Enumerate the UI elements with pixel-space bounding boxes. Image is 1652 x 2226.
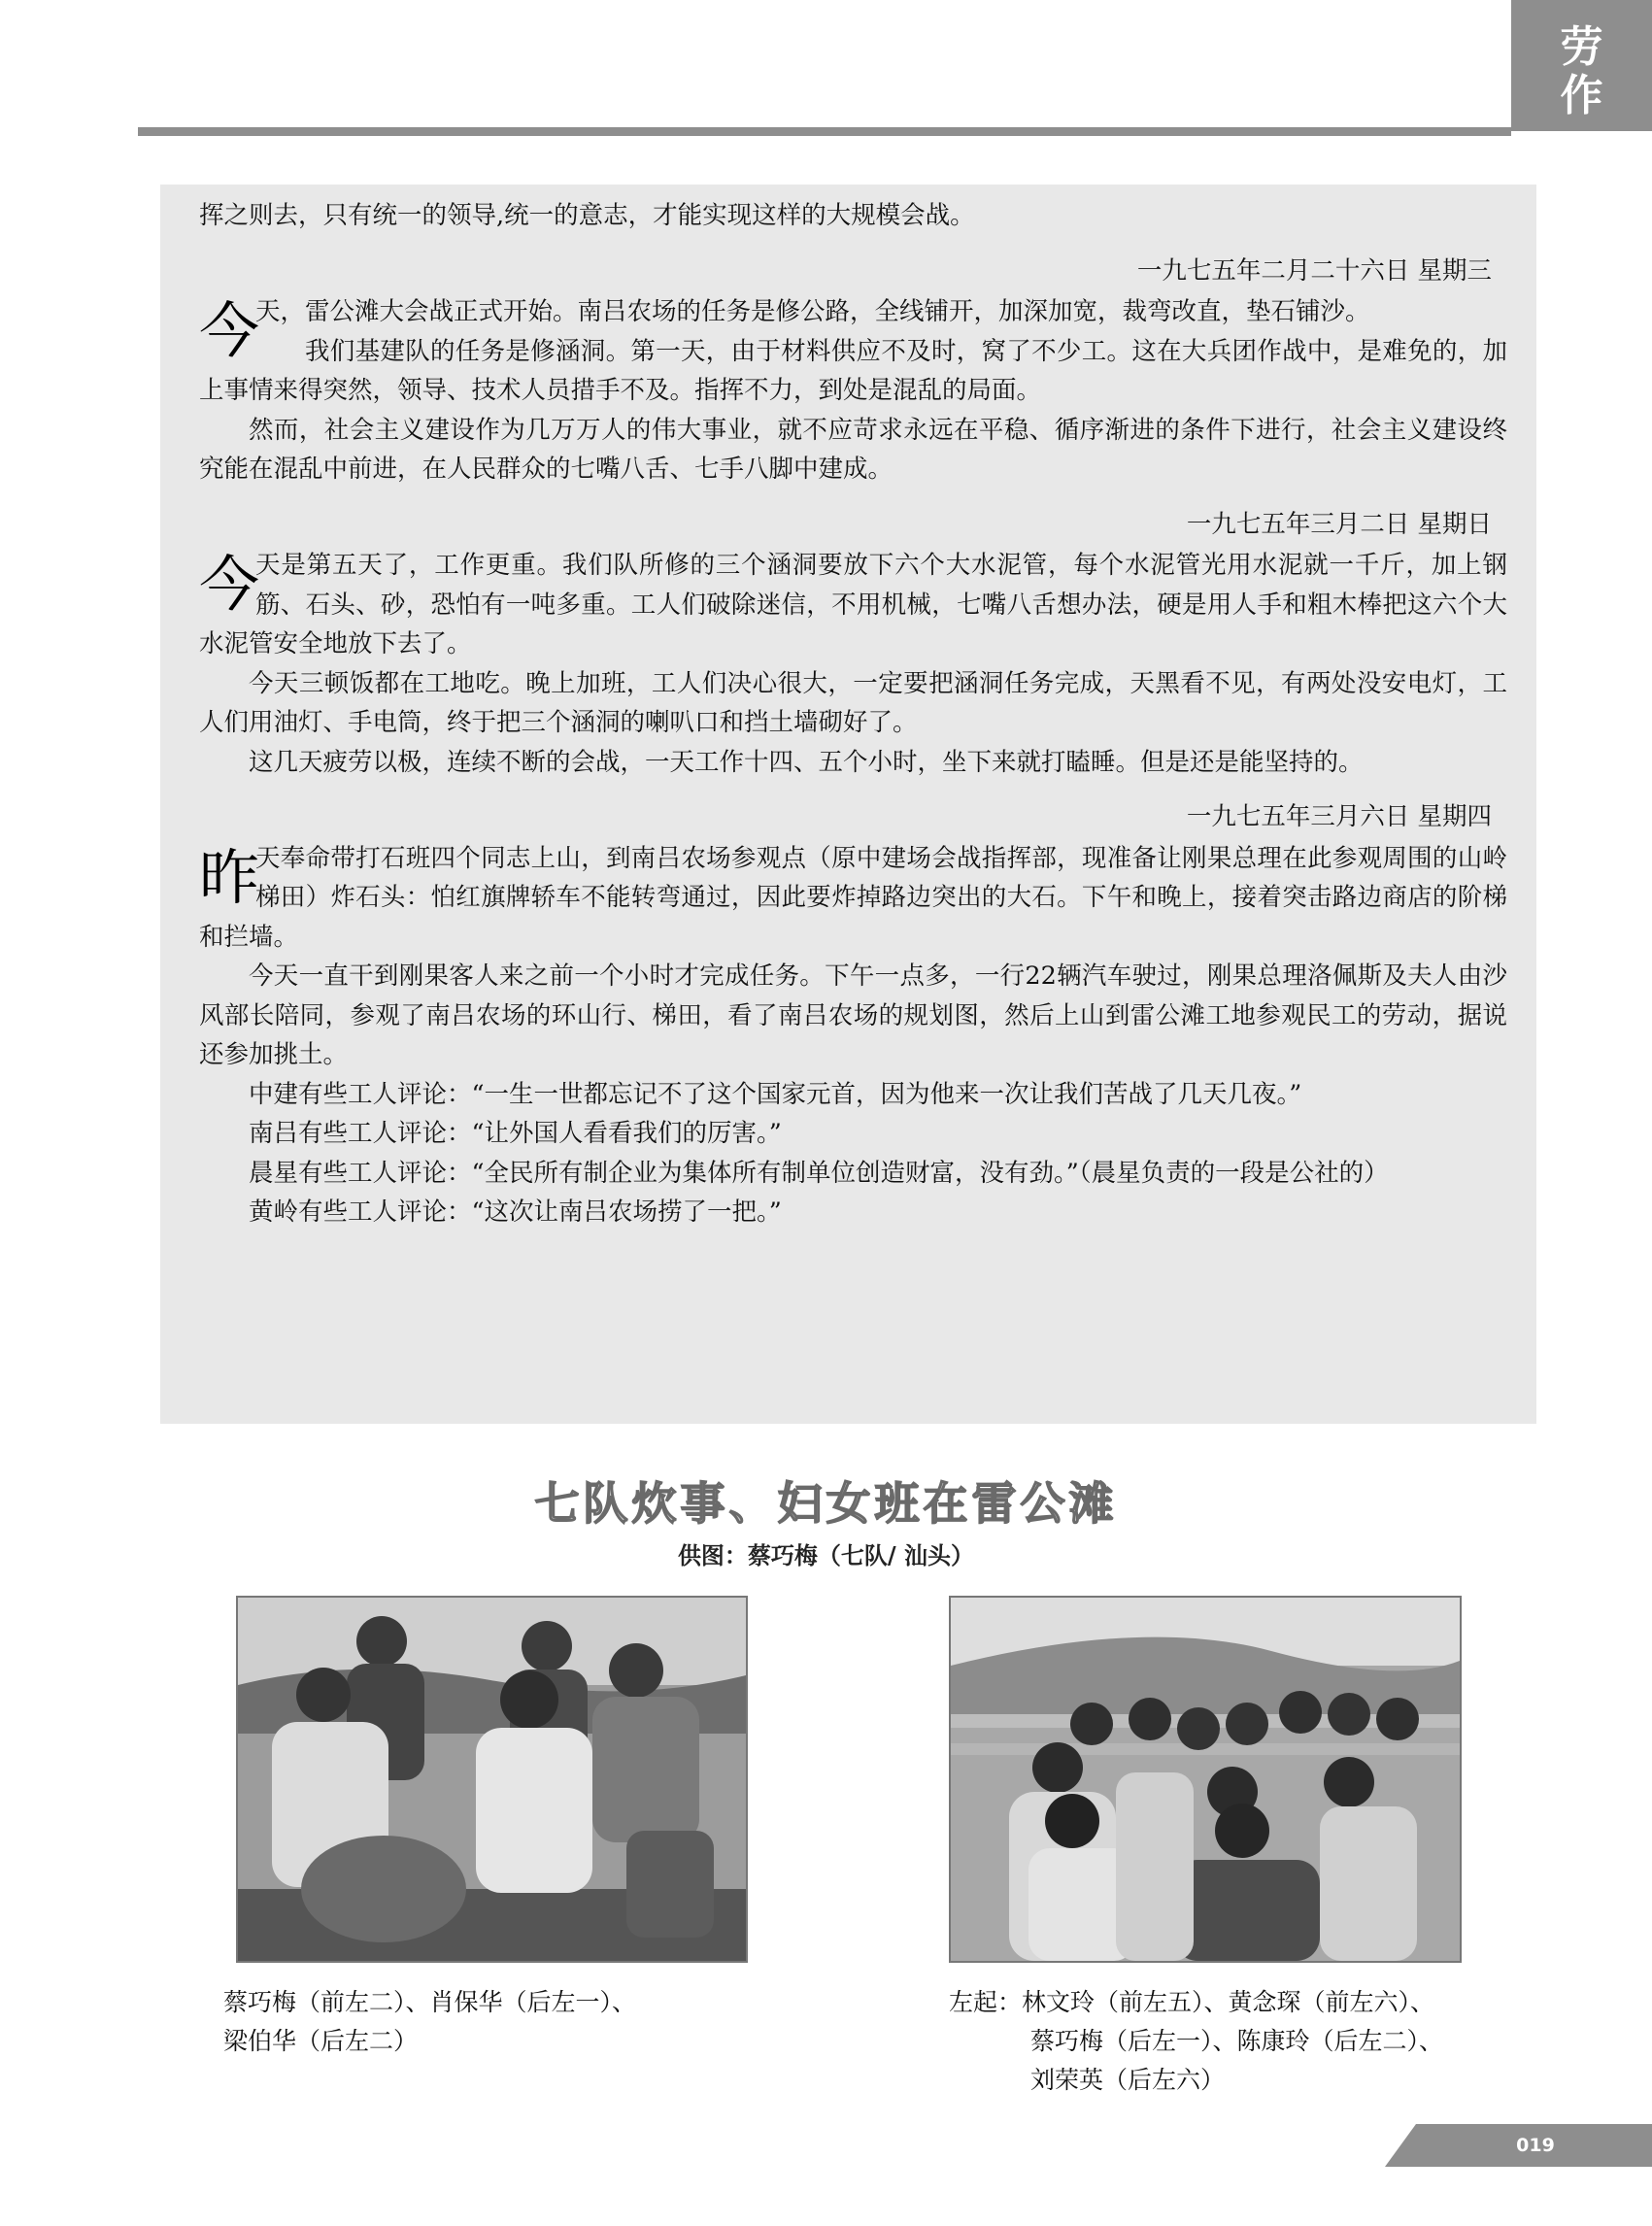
diary-entry: [199, 546, 1507, 782]
caption-line: 蔡巧梅（前左二）、肖保华（后左一）、: [223, 1988, 637, 2016]
section-tab-line1: 劳: [1560, 22, 1603, 72]
entry-paragraph: 这几天疲劳以极，连续不断的会战，一天工作十四、五个小时，坐下来就打瞌睡。但是还是能坚持的。: [249, 747, 1364, 777]
photo-caption-left: [223, 1983, 636, 2061]
diary-box: [160, 185, 1536, 1424]
entry-first-paragraph: 天是第五天了，工作更重。我们队所修的三个涵洞要放下六个大水泥管，每个水泥管光用水泥就一千斤，加上钢筋、石头、砂，恐怕有一吨多重。工人们破除迷信，不用机械，七嘴八舌想办法，硬是用人手和粗木棒把这六个大水泥管安全地放下去了。: [199, 551, 1507, 658]
group-photo-left: [236, 1596, 748, 1963]
diary-intro: 挥之则去，只有统一的领导,统一的意志，才能实现这样的大规模会战。: [199, 201, 975, 230]
caption-line: 蔡巧梅（后左一）、陈康玲（后左二）、: [1030, 2027, 1444, 2055]
photo-credit: 供图：蔡巧梅（七队/ 汕头）: [677, 1541, 975, 1569]
page-number: 019: [1516, 2135, 1555, 2156]
header-rule: [138, 127, 1511, 136]
entry-date: 一九七五年二月二十六日 星期三: [1136, 255, 1492, 286]
diary-entry: [199, 292, 1507, 489]
entry-paragraph: 中建有些工人评论：“一生一世都忘记不了这个国家元首，因为他来一次让我们苦战了几天几夜。”: [249, 1079, 1302, 1109]
entry-paragraph: 我们基建队的任务是修涵洞。第一天，由于材料供应不及时，窝了不少工。这在大兵团作战中，是难免的，加上事情来得突然，领导、技术人员措手不及。指挥不力，到处是混乱的局面。: [199, 336, 1507, 405]
entry-first-paragraph: 天，雷公滩大会战正式开始。南吕农场的任务是修公路，全线铺开，加深加宽，裁弯改直，垫石铺沙。: [255, 297, 1370, 326]
entry-paragraph: 黄岭有些工人评论：“这次让南吕农场捞了一把。”: [249, 1197, 782, 1227]
section-tab: [1511, 0, 1652, 131]
section-tab-line2: 作: [1560, 71, 1603, 120]
entry-date: 一九七五年三月六日 星期四: [1186, 802, 1492, 831]
entry-paragraph: 今天三顿饭都在工地吃。晚上加班，工人们决心很大，一定要把涵洞任务完成，天黑看不见，有两处没安电灯，工人们用油灯、手电筒，终于把三个涵洞的喇叭口和挡土墙砌好了。: [199, 668, 1507, 737]
photo-caption-right: [949, 1983, 1443, 2100]
group-photo-right: [949, 1596, 1462, 1963]
entry-paragraph: 然而，社会主义建设作为几万万人的伟大事业，就不应苛求永远在平稳、循序渐进的条件下进行，社会主义建设终究能在混乱中前进，在人民群众的七嘴八舌、七手八脚中建成。: [199, 415, 1507, 484]
photo-section-title: 七队炊事、妇女班在雷公滩: [534, 1477, 1118, 1530]
caption-line: 左起：林文玲（前左五）、黄念琛（前左六）、: [949, 1988, 1435, 2016]
entry-paragraph: 今天一直干到刚果客人来之前一个小时才完成任务。下午一点多，一行22辆汽车驶过，刚果总理洛佩斯及夫人由沙风部长陪同，参观了南吕农场的环山行、梯田，看了南吕农场的规划图，然后上山到雷公滩工地参观民工的劳动，据说还参加挑土。: [199, 961, 1507, 1069]
caption-line: 梁伯华（后左二）: [223, 2027, 419, 2055]
entry-date: 一九七五年三月二日 星期日: [1186, 509, 1492, 539]
diary-entry: [199, 839, 1507, 1232]
entry-paragraph: 南吕有些工人评论：“让外国人看看我们的厉害。”: [249, 1119, 782, 1148]
drop-cap: 昨: [199, 841, 260, 913]
page-number-tab: [1385, 2124, 1652, 2167]
entry-paragraph: 晨星有些工人评论：“全民所有制企业为集体所有制单位创造财富，没有劲。”（晨星负责的一段是公社的）: [249, 1158, 1389, 1188]
entry-first-paragraph: 天奉命带打石班四个同志上山，到南吕农场参观点（原中建场会战指挥部，现准备让刚果总理在此参观周围的山岭梯田）炸石头：怕红旗牌轿车不能转弯通过，因此要炸掉路边突出的大石。下午和晚上，接着突击路边商店的阶梯和拦墙。: [199, 843, 1507, 952]
drop-cap: 今: [199, 295, 260, 366]
drop-cap: 今: [199, 549, 260, 620]
caption-line: 刘荣英（后左六）: [1030, 2066, 1226, 2094]
